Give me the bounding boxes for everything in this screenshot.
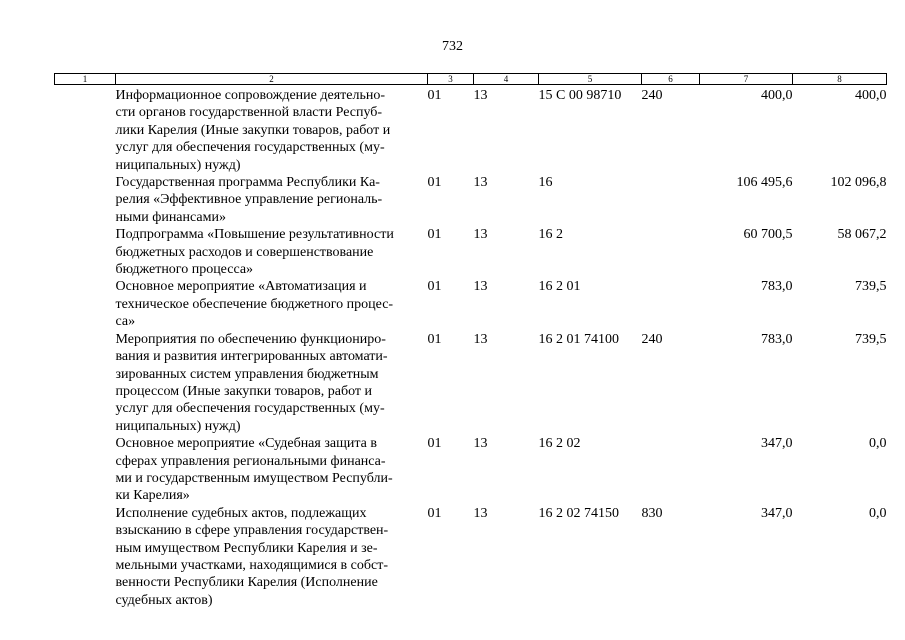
- target-article-code: 16: [538, 175, 553, 191]
- target-article-code: 15 С 00 98710: [538, 88, 622, 103]
- table-row: [55, 226, 887, 278]
- blank-cell: [55, 226, 116, 278]
- amount-year-1: 347,0: [761, 505, 793, 521]
- expense-type-code: [642, 435, 700, 505]
- expense-type-code: 240: [641, 88, 663, 103]
- expense-type-code: [642, 226, 700, 278]
- table-row: [55, 435, 887, 505]
- table-row: [55, 505, 887, 609]
- column-number-3: 3: [428, 74, 474, 85]
- column-number-4: 4: [474, 74, 539, 85]
- expense-type-code: [642, 174, 700, 226]
- subsection-code: 13: [473, 88, 488, 103]
- table-row: [55, 174, 887, 226]
- blank-cell: [55, 174, 116, 226]
- amount-year-1: 106 495,6: [736, 175, 793, 191]
- item-name: Исполнение судебных актов, подлежащих взысканию в сфере управления государствен- ным имуществом Республики Карелия и зе- мельными участками, находящимися в собст- венности Республики Карелия (Исполнение судебных актов): [115, 505, 389, 608]
- expense-type-code: 830: [641, 505, 663, 521]
- column-number-5: 5: [539, 74, 642, 85]
- section-code: 01: [427, 88, 442, 103]
- item-name: Мероприятия по обеспечению функциониро- вания и развития интегрированных автомати- зированных систем управления бюджетным процессом (Иные закупки товаров, работ и услуг для обеспечения государственных (му- ниципальных) нужд): [115, 331, 388, 434]
- target-article-code: 16 2 02 74150: [538, 505, 619, 521]
- item-name: Основное мероприятие «Судебная защита в сферах управления региональными финанса- ми и государственным имуществом Республи- ки Карелия»: [115, 436, 393, 504]
- subsection-code: 13: [473, 175, 488, 191]
- amount-year-2: 58 067,2: [837, 227, 887, 243]
- amount-year-2: 739,5: [855, 279, 887, 295]
- blank-cell: [55, 435, 116, 505]
- subsection-code: 13: [473, 436, 488, 452]
- target-article-code: 16 2 01: [538, 279, 581, 295]
- amount-year-2: 102 096,8: [830, 175, 887, 191]
- item-name: Основное мероприятие «Автоматизация и техническое обеспечение бюджетного процес- са»: [115, 279, 394, 330]
- section-code: 01: [427, 227, 442, 243]
- blank-cell: [55, 505, 116, 609]
- amount-year-1: 60 700,5: [743, 227, 793, 243]
- target-article-code: 16 2: [538, 227, 563, 243]
- amount-year-1: 783,0: [761, 279, 793, 295]
- column-number-row: [55, 74, 887, 85]
- amount-year-2: 739,5: [855, 331, 887, 347]
- table-row: [55, 85, 887, 175]
- amount-year-2: 400,0: [855, 88, 887, 103]
- subsection-code: 13: [473, 279, 488, 295]
- blank-cell: [55, 331, 116, 435]
- blank-cell: [55, 278, 116, 330]
- column-number-8: 8: [793, 74, 887, 85]
- amount-year-2: 0,0: [869, 436, 887, 452]
- item-name: Государственная программа Республики Ка- релия «Эффективное управление региональ- ными финансами»: [115, 175, 383, 225]
- amount-year-1: 347,0: [761, 436, 793, 452]
- budget-table: [54, 73, 887, 609]
- column-number-7: 7: [700, 74, 793, 85]
- item-name: Информационное сопровождение деятельно- сти органов государственной власти Респуб- лики Карелия (Иные закупки товаров, работ и услуг для обеспечения государственных (му- ниципальных) нужд): [115, 88, 391, 173]
- item-name: Подпрограмма «Повышение результативности бюджетных расходов и совершенствование бюджетного процесса»: [115, 227, 394, 278]
- amount-year-1: 783,0: [761, 331, 793, 347]
- target-article-code: 16 2 02: [538, 436, 581, 452]
- column-number-6: 6: [642, 74, 700, 85]
- expense-type-code: [642, 278, 700, 330]
- section-code: 01: [427, 175, 442, 191]
- section-code: 01: [427, 436, 442, 452]
- amount-year-2: 0,0: [869, 505, 887, 521]
- table-row: [55, 278, 887, 330]
- expense-type-code: 240: [641, 331, 663, 347]
- section-code: 01: [427, 331, 442, 347]
- subsection-code: 13: [473, 331, 488, 347]
- target-article-code: 16 2 01 74100: [538, 331, 619, 347]
- subsection-code: 13: [473, 227, 488, 243]
- table-body: [55, 85, 887, 610]
- column-number-1: 1: [55, 74, 116, 85]
- section-code: 01: [427, 505, 442, 521]
- blank-cell: [55, 85, 116, 175]
- page-number: 732: [442, 39, 463, 54]
- subsection-code: 13: [473, 505, 488, 521]
- amount-year-1: 400,0: [761, 88, 793, 103]
- section-code: 01: [427, 279, 442, 295]
- column-number-2: 2: [116, 74, 428, 85]
- table-row: [55, 331, 887, 435]
